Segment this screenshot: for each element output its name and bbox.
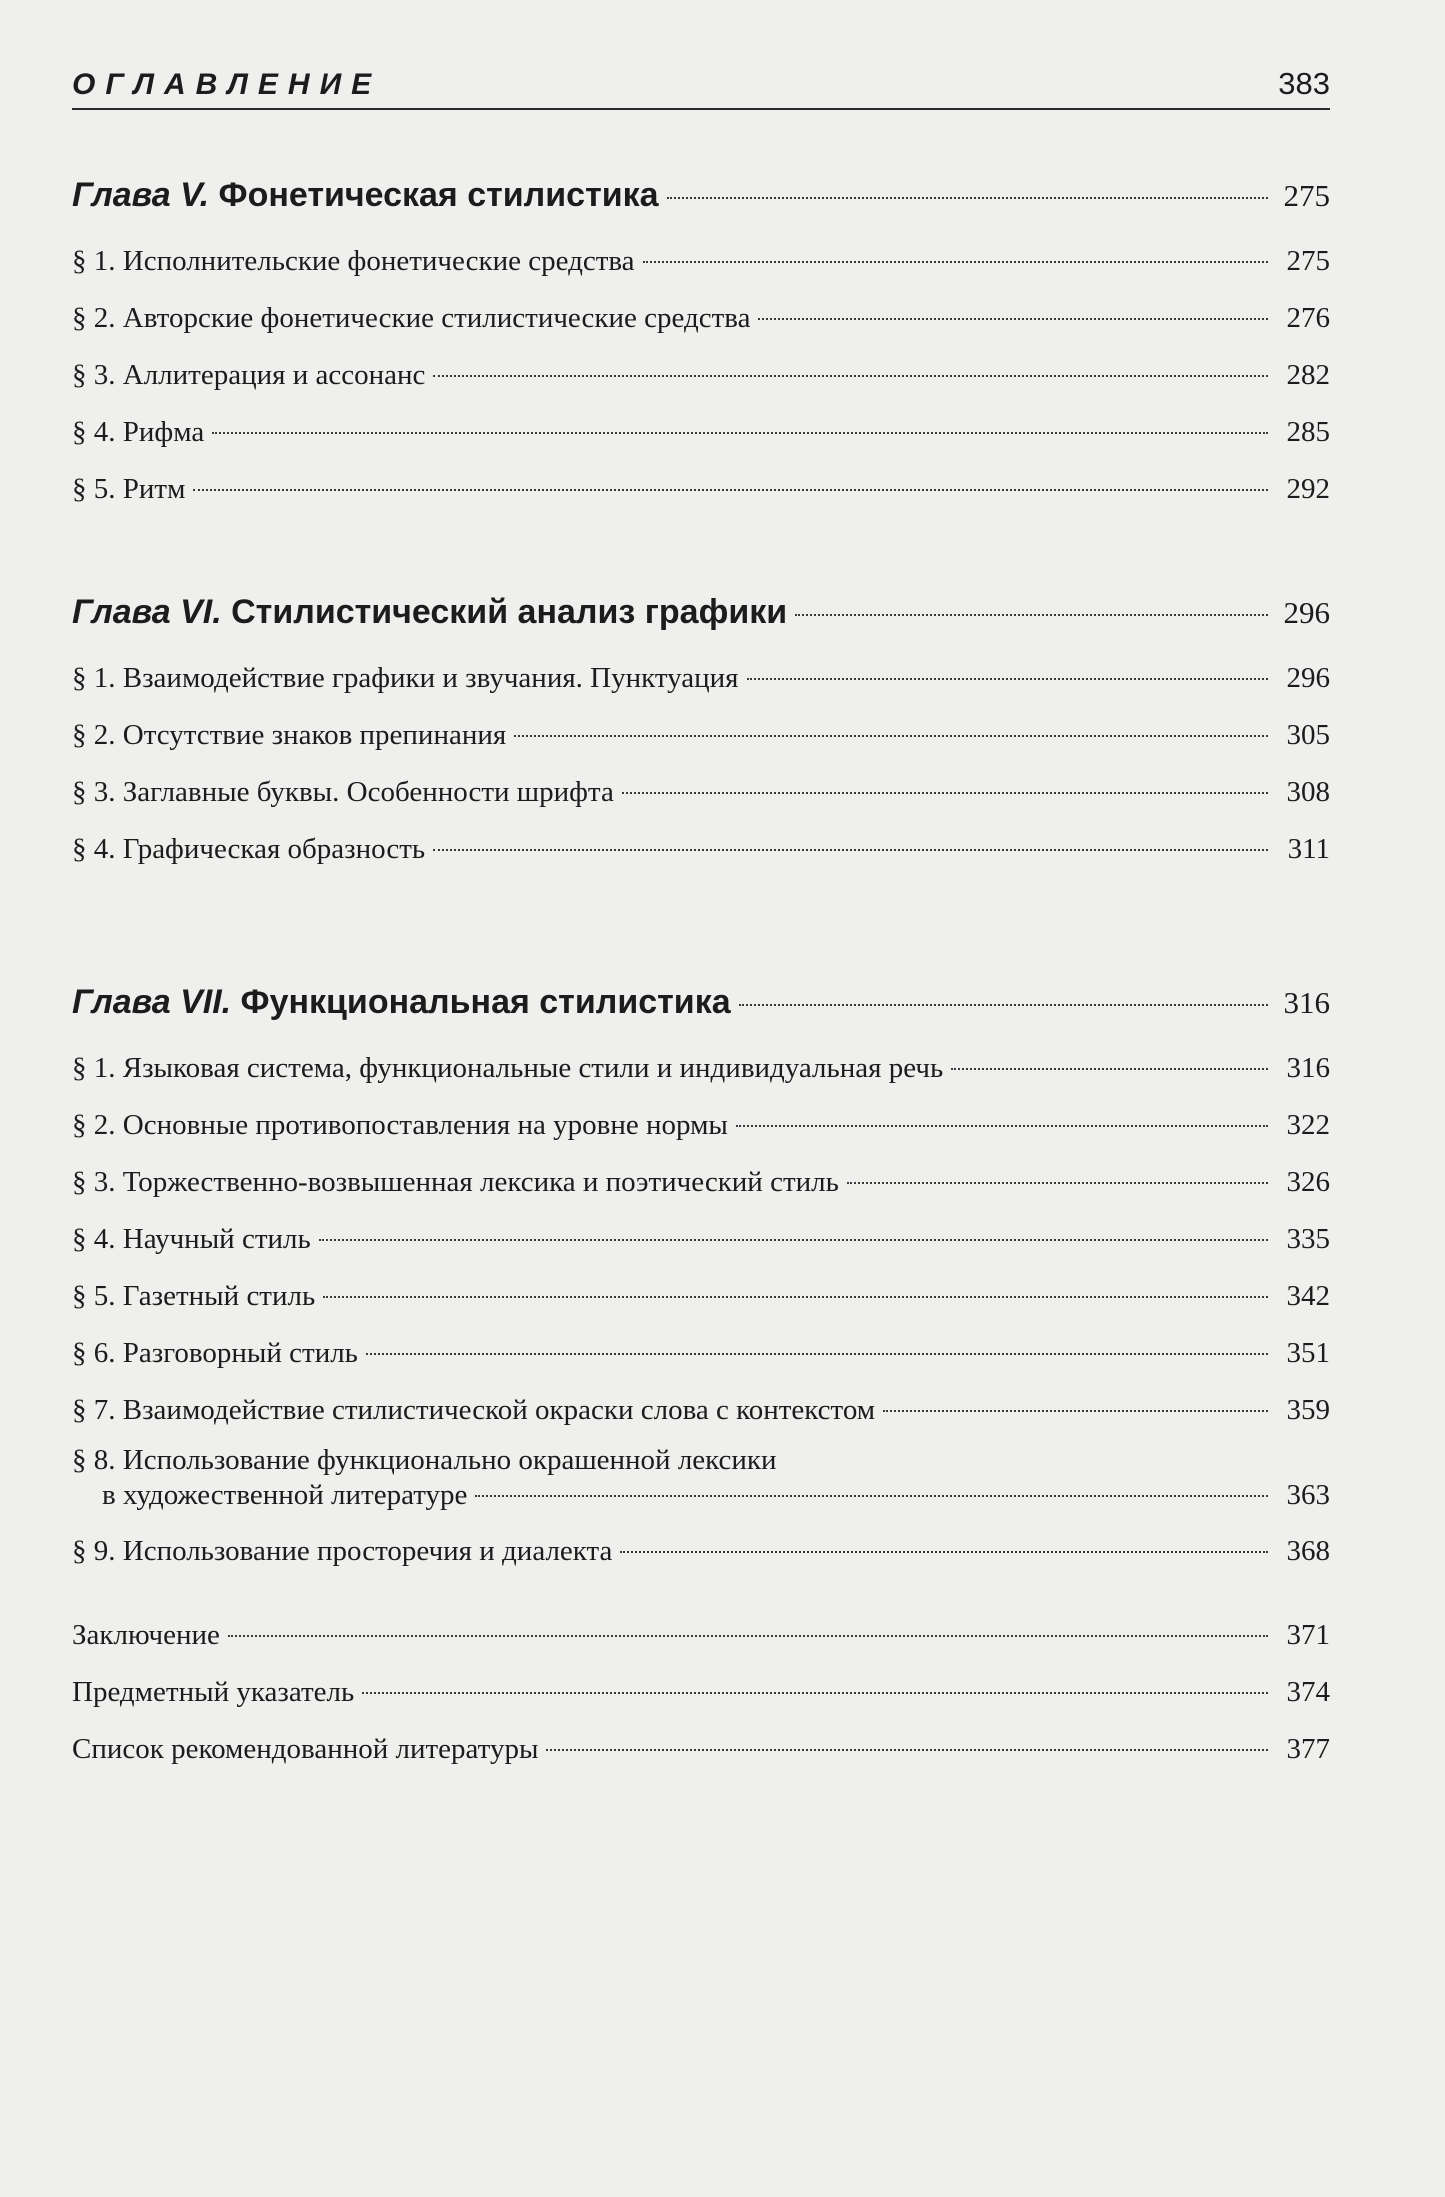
- toc-entry[interactable]: [72, 1533, 1330, 1569]
- toc-entry[interactable]: [72, 1443, 1330, 1513]
- entry-page: 377: [1286, 1733, 1330, 1765]
- entry-page: 308: [1286, 776, 1330, 808]
- toc-entry[interactable]: [72, 1221, 1330, 1257]
- entry-page: 316: [1286, 1052, 1330, 1084]
- entry-title: Предметный указатель: [72, 1676, 355, 1708]
- entry-title: § 2. Основные противопоставления на уровне нормы: [72, 1109, 728, 1141]
- chapter-5: [72, 174, 1330, 507]
- entry-title: Заключение: [72, 1619, 220, 1651]
- entry-page: 342: [1286, 1280, 1330, 1312]
- entry-title: § 3. Торжественно-возвышенная лексика и поэтический стиль: [72, 1166, 839, 1198]
- leader-dots: [546, 1749, 1268, 1751]
- entry-title: § 3. Заглавные буквы. Особенности шрифта: [72, 776, 614, 808]
- leader-dots: [620, 1551, 1268, 1553]
- leader-dots: [795, 614, 1268, 616]
- entry-page: 335: [1286, 1223, 1330, 1255]
- leader-dots: [323, 1296, 1268, 1298]
- entry-page: 285: [1286, 416, 1330, 448]
- toc-entry[interactable]: [72, 1335, 1330, 1371]
- entry-page: 311: [1287, 833, 1330, 865]
- leader-dots: [736, 1125, 1268, 1127]
- entry-title: § 4. Рифма: [72, 416, 205, 448]
- leader-dots: [362, 1692, 1268, 1694]
- page-number: 383: [1278, 66, 1330, 101]
- leader-dots: [433, 849, 1268, 851]
- entry-page: 368: [1286, 1535, 1330, 1567]
- toc-entry[interactable]: [72, 1278, 1330, 1314]
- entry-page: 292: [1286, 473, 1330, 505]
- chapter-7: [72, 981, 1330, 1569]
- entry-page: 351: [1286, 1337, 1330, 1369]
- entry-page: 359: [1286, 1394, 1330, 1426]
- leader-dots: [643, 261, 1268, 263]
- leader-dots: [212, 432, 1268, 434]
- chapter-title: Стилистический анализ графики: [231, 593, 788, 631]
- backmatter: [72, 1617, 1330, 1767]
- leader-dots: [667, 197, 1268, 199]
- leader-dots: [758, 318, 1268, 320]
- toc-entry[interactable]: [72, 243, 1330, 279]
- entry-page: 322: [1286, 1109, 1330, 1141]
- entry-title: § 5. Ритм: [72, 473, 186, 505]
- leader-dots: [319, 1239, 1268, 1241]
- entry-title: § 1. Исполнительские фонетические средства: [72, 245, 635, 277]
- chapter-label: Глава V.: [72, 176, 210, 214]
- entry-title: § 6. Разговорный стиль: [72, 1337, 358, 1369]
- chapter-page: 296: [1283, 595, 1330, 630]
- entry-page: 305: [1286, 719, 1330, 751]
- toc-entry-bibliography[interactable]: [72, 1731, 1330, 1767]
- chapter-title: Фонетическая стилистика: [218, 176, 659, 214]
- entry-title: § 2. Отсутствие знаков препинания: [72, 719, 507, 751]
- entry-title: § 1. Взаимодействие графики и звучания. Пунктуация: [72, 662, 739, 694]
- entry-title: § 2. Авторские фонетические стилистические средства: [72, 302, 751, 334]
- leader-dots: [475, 1495, 1268, 1497]
- running-head-title: ОГЛАВЛЕНИЕ: [72, 68, 382, 101]
- leader-dots: [228, 1635, 1268, 1637]
- leader-dots: [622, 792, 1268, 794]
- toc-entry[interactable]: [72, 831, 1330, 867]
- toc-entry[interactable]: [72, 1107, 1330, 1143]
- entry-title: § 9. Использование просторечия и диалекта: [72, 1535, 613, 1567]
- entry-title: § 4. Графическая образность: [72, 833, 426, 865]
- entry-page: 282: [1286, 359, 1330, 391]
- toc-entry[interactable]: [72, 471, 1330, 507]
- leader-dots: [739, 1004, 1268, 1006]
- chapter-heading[interactable]: [72, 174, 1330, 217]
- chapter-page: 316: [1283, 985, 1330, 1020]
- toc-entry[interactable]: [72, 717, 1330, 753]
- entry-title: § 1. Языковая система, функциональные стили и индивидуальная речь: [72, 1052, 944, 1084]
- chapter-page: 275: [1283, 178, 1330, 213]
- entry-title: § 7. Взаимодействие стилистической окраски слова с контекстом: [72, 1394, 876, 1426]
- chapter-heading[interactable]: [72, 591, 1330, 634]
- chapter-label: Глава VI.: [72, 593, 222, 631]
- entry-page: 371: [1286, 1619, 1330, 1651]
- chapter-heading[interactable]: [72, 981, 1330, 1024]
- entry-title: Список рекомендованной литературы: [72, 1733, 539, 1765]
- toc-entry[interactable]: [72, 774, 1330, 810]
- leader-dots: [951, 1068, 1268, 1070]
- entry-title-line2: в художественной литературе: [102, 1479, 468, 1511]
- entry-title: § 3. Аллитерация и ассонанс: [72, 359, 426, 391]
- toc-page: [72, 50, 1330, 1767]
- entry-title-line1: § 8. Использование функционально окрашенной лексики: [72, 1444, 777, 1476]
- entry-page: 326: [1286, 1166, 1330, 1198]
- toc-entry-conclusion[interactable]: [72, 1617, 1330, 1653]
- toc-entry[interactable]: [72, 414, 1330, 450]
- entry-title: § 5. Газетный стиль: [72, 1280, 316, 1312]
- leader-dots: [747, 678, 1268, 680]
- entry-page: 374: [1286, 1676, 1330, 1708]
- entry-page: 363: [1286, 1479, 1330, 1511]
- toc-entry[interactable]: [72, 660, 1330, 696]
- chapter-6: [72, 591, 1330, 867]
- chapter-label: Глава VII.: [72, 983, 232, 1021]
- leader-dots: [193, 489, 1268, 491]
- leader-dots: [883, 1410, 1268, 1412]
- toc-entry[interactable]: [72, 1392, 1330, 1428]
- entry-page: 296: [1286, 662, 1330, 694]
- entry-page: 276: [1286, 302, 1330, 334]
- leader-dots: [514, 735, 1268, 737]
- leader-dots: [847, 1182, 1268, 1184]
- toc-entry[interactable]: [72, 1050, 1330, 1086]
- toc-entry[interactable]: [72, 1164, 1330, 1200]
- leader-dots: [433, 375, 1268, 377]
- toc-entry-subject-index[interactable]: [72, 1674, 1330, 1710]
- entry-title: § 4. Научный стиль: [72, 1223, 311, 1255]
- entry-page: 275: [1286, 245, 1330, 277]
- running-head: [72, 50, 1330, 110]
- toc-entry[interactable]: [72, 357, 1330, 393]
- leader-dots: [366, 1353, 1268, 1355]
- toc-entry[interactable]: [72, 300, 1330, 336]
- chapter-title: Функциональная стилистика: [240, 983, 731, 1021]
